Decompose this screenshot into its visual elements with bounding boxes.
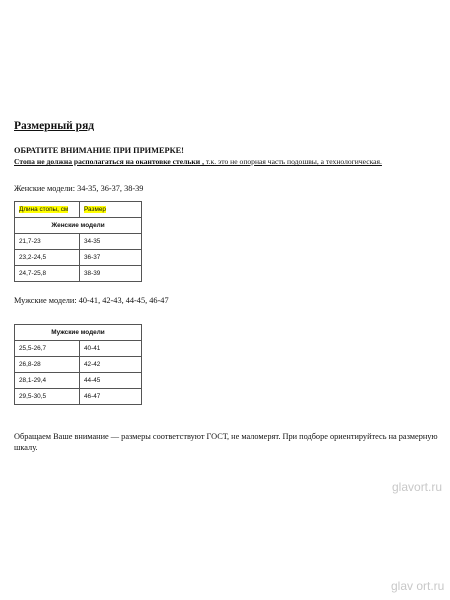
men-models-line: Мужские модели: 40-41, 42-43, 44-45, 46-47 bbox=[14, 296, 169, 305]
table-row bbox=[15, 341, 142, 357]
foot-length-cell: 21,7-23 bbox=[15, 234, 80, 250]
table-header-row bbox=[15, 202, 142, 218]
table-row bbox=[15, 373, 142, 389]
foot-length-cell: 29,5-30,5 bbox=[15, 389, 80, 405]
warning-bold-text: Стопа не должна располагаться на окантовке стельки , bbox=[14, 157, 204, 166]
table-row bbox=[15, 234, 142, 250]
women-size-table bbox=[14, 201, 142, 282]
section-title: Женские модели bbox=[15, 218, 142, 234]
table-row bbox=[15, 389, 142, 405]
size-cell: 38-39 bbox=[80, 266, 142, 282]
men-size-table bbox=[14, 324, 142, 405]
column-header-size bbox=[80, 202, 142, 218]
size-cell: 42-42 bbox=[80, 357, 142, 373]
size-cell: 34-35 bbox=[80, 234, 142, 250]
fitting-warning bbox=[14, 157, 382, 166]
foot-length-cell: 28,1-29,4 bbox=[15, 373, 80, 389]
size-cell: 44-45 bbox=[80, 373, 142, 389]
highlighted-label: Длина стопы, см bbox=[19, 206, 69, 213]
gost-note: Обращаем Ваше внимание — размеры соответствуют ГОСТ, не маломерят. При подборе ориентируйтесь на размерную шкалу. bbox=[14, 432, 438, 452]
foot-length-cell: 26,8-28 bbox=[15, 357, 80, 373]
highlighted-label: Размер bbox=[84, 206, 106, 213]
table-row bbox=[15, 357, 142, 373]
women-models-line: Женские модели: 34-35, 36-37, 38-39 bbox=[14, 184, 144, 193]
size-cell: 40-41 bbox=[80, 341, 142, 357]
foot-length-cell: 23,2-24,5 bbox=[15, 250, 80, 266]
table-section-row bbox=[15, 325, 142, 341]
table-row bbox=[15, 266, 142, 282]
section-title: Мужские модели bbox=[15, 325, 142, 341]
size-cell: 46-47 bbox=[80, 389, 142, 405]
attention-heading: ОБРАТИТЕ ВНИМАНИЕ ПРИ ПРИМЕРКЕ! bbox=[14, 146, 184, 155]
watermark: glav ort.ru bbox=[391, 579, 445, 593]
foot-length-cell: 24,7-25,8 bbox=[15, 266, 80, 282]
column-header-foot-length bbox=[15, 202, 80, 218]
table-row bbox=[15, 250, 142, 266]
watermark: glavort.ru bbox=[392, 480, 443, 494]
foot-length-cell: 25,5-26,7 bbox=[15, 341, 80, 357]
page-title: Размерный ряд bbox=[14, 120, 95, 132]
size-cell: 36-37 bbox=[80, 250, 142, 266]
table-section-row bbox=[15, 218, 142, 234]
warning-rest-text: т.к. это не опорная часть подошвы, а технологическая. bbox=[203, 157, 382, 166]
